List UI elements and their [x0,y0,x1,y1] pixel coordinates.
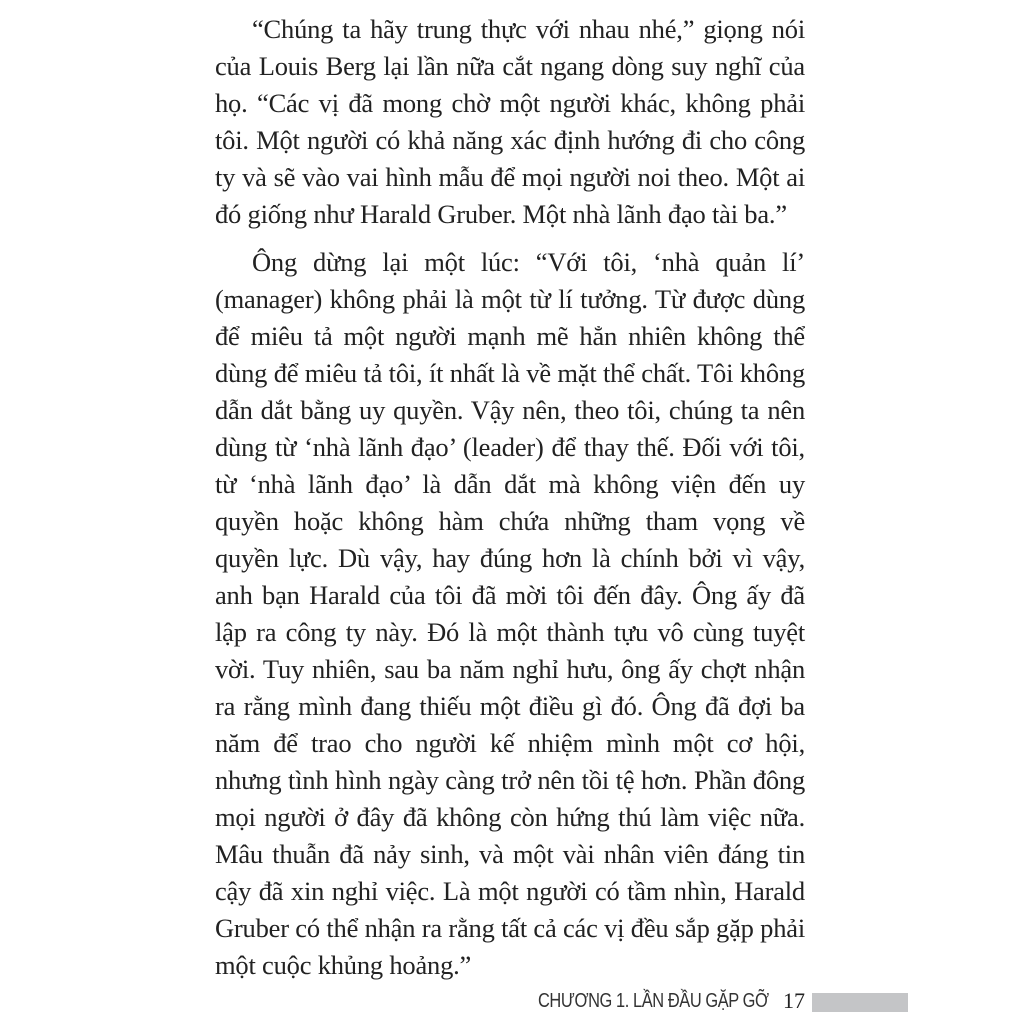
footer-decorative-bar [812,993,908,1012]
page-number: 17 [783,988,805,1013]
page-footer [0,986,1024,1016]
paragraph: Ông dừng lại một lúc: “Với tôi, ‘nhà quản lí’ (manager) không phải là một từ lí tưởng. Từ được dùng để miêu tả một người mạnh mẽ hẳn nhiên không thể dùng để miêu tả tôi, ít nhất là về mặt thể chất. Tôi không dẫn dắt bằng uy quyền. Vậy nên, theo tôi, chúng ta nên dùng từ ‘nhà lãnh đạo’ (leader) để thay thế. Đối với tôi, từ ‘nhà lãnh đạo’ là dẫn dắt mà không viện đến uy quyền hoặc không hàm chứa những tham vọng về quyền lực. Dù vậy, hay đúng hơn là chính bởi vì vậy, anh bạn Harald của tôi đã mời tôi đến đây. Ông ấy đã lập ra công ty này. Đó là một thành tựu vô cùng tuyệt vời. Tuy nhiên, sau ba năm nghỉ hưu, ông ấy chợt nhận ra rằng mình đang thiếu một điều gì đó. Ông đã đợi ba năm để trao cho người kế nhiệm mình một cơ hội, nhưng tình hình ngày càng trở nên tồi tệ hơn. Phần đông mọi người ở đây đã không còn hứng thú làm việc nữa. Mâu thuẫn đã nảy sinh, và một vài nhân viên đáng tin cậy đã xin nghỉ việc. Là một người có tầm nhìn, Harald Gruber có thể nhận ra rằng tất cả các vị đều sắp gặp phải một cuộc khủng hoảng.” [215,247,805,980]
paragraph: “Chúng ta hãy trung thực với nhau nhé,” giọng nói của Louis Berg lại lần nữa cắt ngang dòng suy nghĩ của họ. “Các vị đã mong chờ một người khác, không phải tôi. Một người có khả năng xác định hướng đi cho công ty và sẽ vào vai hình mẫu để mọi người noi theo. Một ai đó giống như Harald Gruber. Một nhà lãnh đạo tài ba.” [215,14,805,229]
running-chapter-title: CHƯƠNG 1. LẦN ĐẦU GẶP GỠ [538,990,769,1012]
page-body [215,11,805,984]
